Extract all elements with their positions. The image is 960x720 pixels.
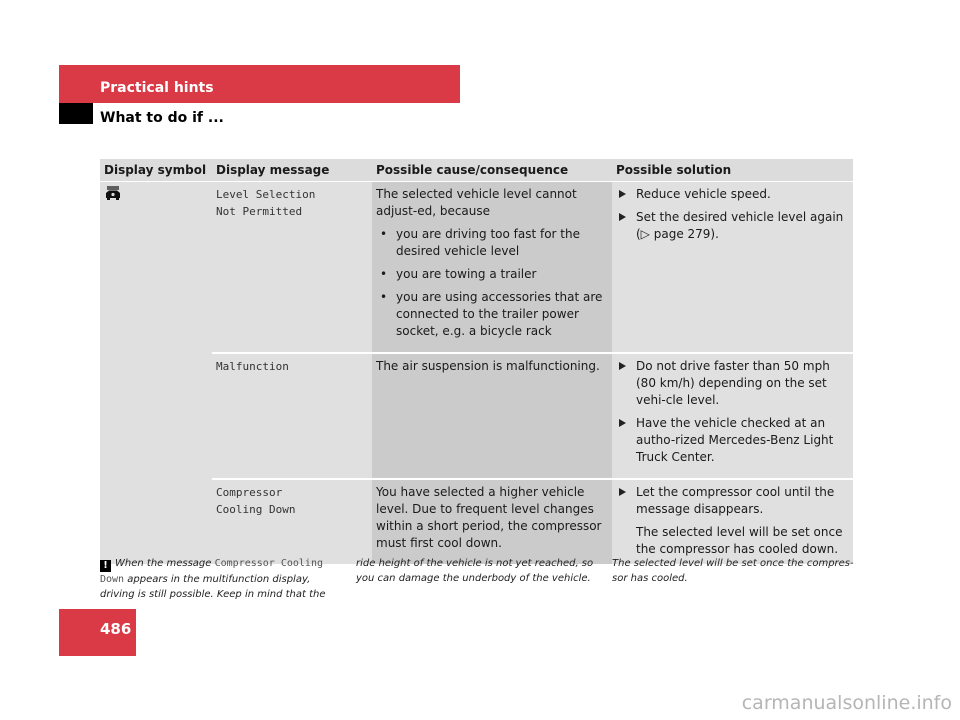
- section-title: Practical hints: [100, 80, 214, 96]
- arrow-right-icon: [619, 419, 626, 427]
- vehicle-level-icon: [105, 186, 121, 200]
- solution-list: [616, 358, 849, 466]
- header-possible-solution: Possible solution: [616, 163, 732, 177]
- table-row: [212, 182, 853, 352]
- page-number: 486: [100, 620, 132, 638]
- table-rows: [212, 182, 853, 564]
- display-message-cell: Compressor Cooling Down: [212, 480, 372, 564]
- cause-list: [376, 226, 608, 340]
- section-subtitle: What to do if ...: [100, 110, 224, 126]
- footnote-column-1: ! When the message Compressor Cooling Down appears in the multifunction display, driving is still possible. Keep in mind that the: [100, 558, 326, 600]
- cause-text: The selected vehicle level cannot adjust-ed, because: [376, 187, 577, 218]
- display-message-cell: Malfunction: [212, 354, 372, 478]
- list-item: Set the desired vehicle level again (▷ page 279).: [616, 209, 849, 243]
- cause-text: You have selected a higher vehicle level. Due to frequent level changes within a short period, the compressor must first cool down.: [376, 485, 602, 550]
- solution-note: The selected level will be set once the compressor has cooled down.: [636, 525, 843, 556]
- header-display-symbol: Display symbol: [104, 163, 207, 177]
- cause-cell: [372, 182, 612, 352]
- arrow-right-icon: [619, 213, 626, 221]
- arrow-right-icon: [619, 190, 626, 198]
- section-tab-marker: [59, 103, 93, 124]
- list-item: Let the compressor cool until the message disappears.: [616, 484, 849, 518]
- table-row: [212, 354, 853, 478]
- list-item: • you are using accessories that are connected to the trailer power socket, e.g. a bicycle rack: [376, 289, 608, 340]
- solution-list: [616, 186, 849, 243]
- footnote-column-3: The selected level will be set once the compres-sor has cooled.: [612, 558, 854, 584]
- display-messages-table: [100, 159, 853, 564]
- display-message-cell: Level Selection Not Permitted: [212, 182, 372, 352]
- solution-cell: [612, 182, 853, 352]
- cause-text: The air suspension is malfunctioning.: [376, 359, 600, 373]
- table-body: [100, 182, 853, 564]
- arrow-right-icon: [619, 488, 626, 496]
- header-display-message: Display message: [216, 163, 330, 177]
- warning-icon: !: [100, 560, 111, 572]
- list-item: • you are towing a trailer: [376, 266, 608, 283]
- arrow-right-icon: [619, 362, 626, 370]
- solution-cell: [612, 480, 853, 564]
- table-header-row: [100, 159, 853, 181]
- solution-list: [616, 484, 849, 518]
- header-possible-cause: Possible cause/consequence: [376, 163, 569, 177]
- list-item: Reduce vehicle speed.: [616, 186, 849, 203]
- watermark: carmanualsonline.info: [741, 692, 952, 714]
- display-symbol-cell: [100, 182, 212, 564]
- solution-cell: [612, 354, 853, 478]
- list-item: Have the vehicle checked at an autho-rized Mercedes-Benz Light Truck Center.: [616, 415, 849, 466]
- table-row: [212, 480, 853, 564]
- footnote-column-2: ride height of the vehicle is not yet reached, so you can damage the underbody of the vehicle.: [356, 558, 594, 584]
- list-item: Do not drive faster than 50 mph (80 km/h) depending on the set vehi-cle level.: [616, 358, 849, 409]
- cause-cell: [372, 480, 612, 564]
- list-item: • you are driving too fast for the desired vehicle level: [376, 226, 608, 260]
- cause-cell: [372, 354, 612, 478]
